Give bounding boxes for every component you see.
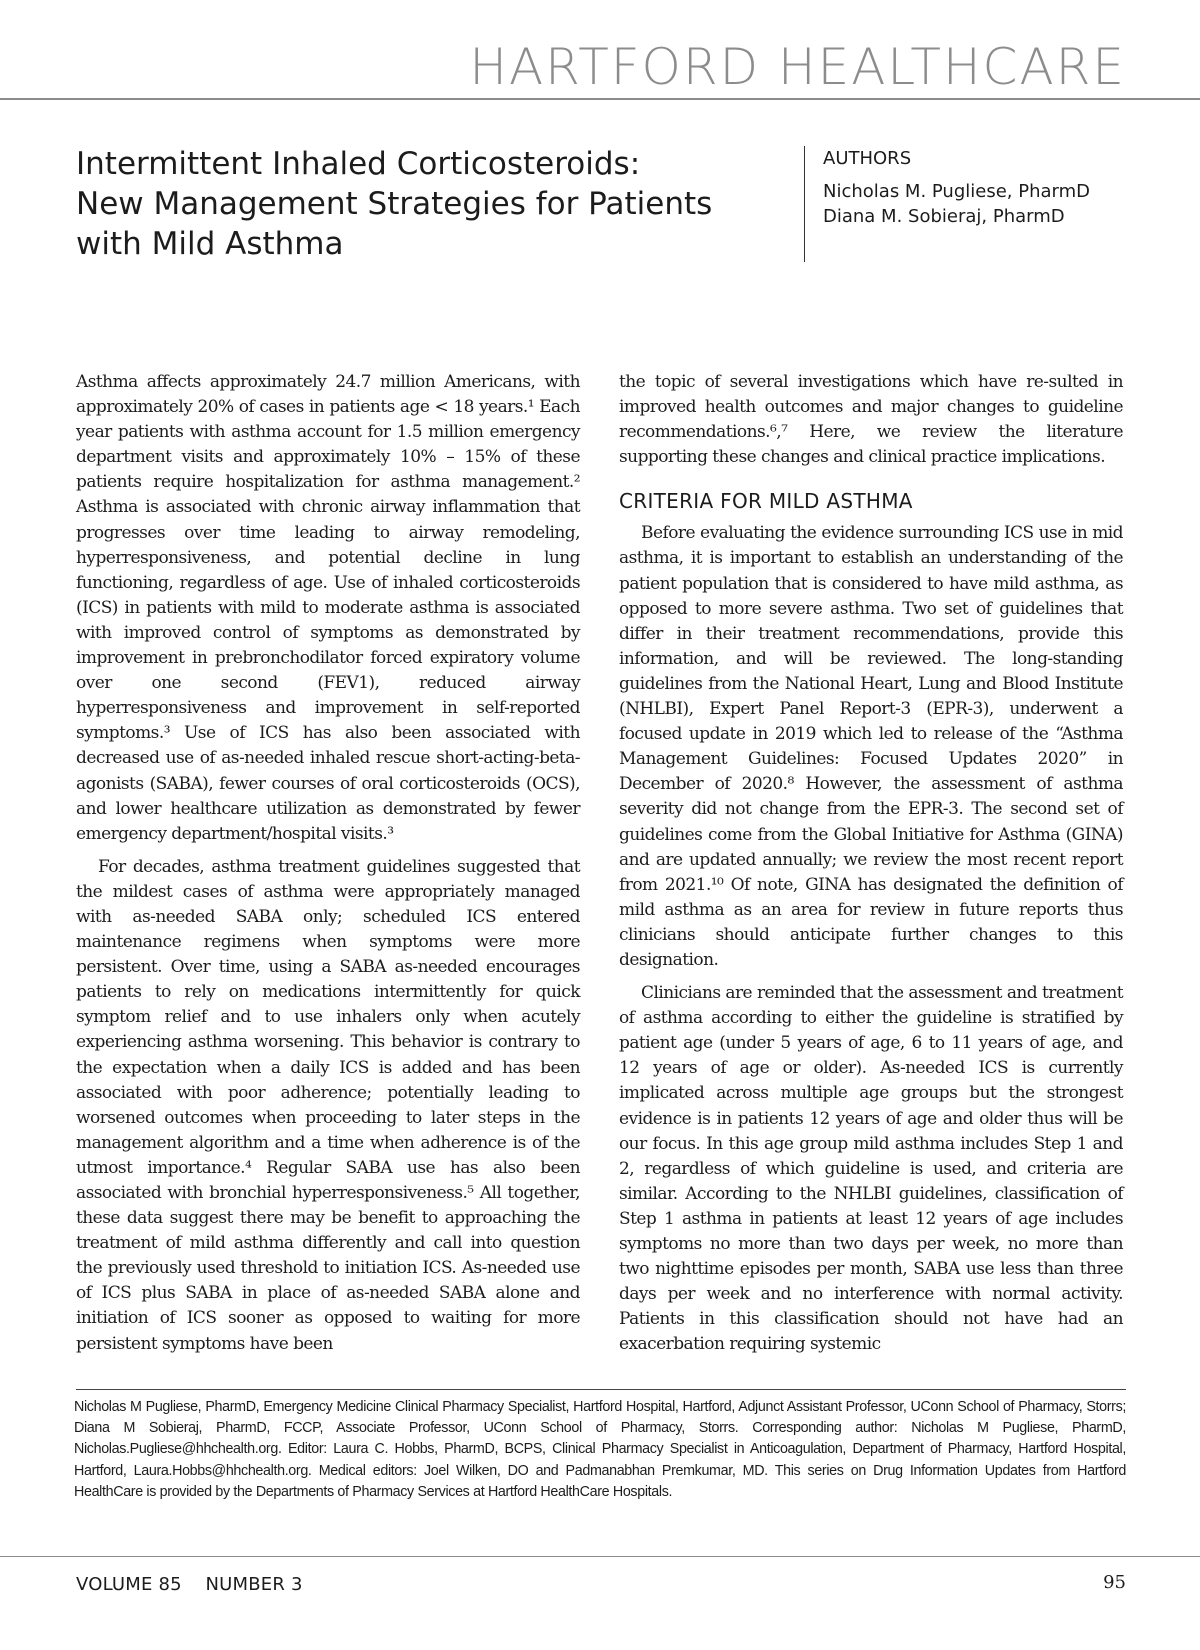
paragraph: Clinicians are reminded that the assessment and treatment of asthma according to either the guideline is stratified by patient age (under 5 years of age, 6 to 11 years of age, and 12 years of age or older). As-needed ICS is currently implicated across multiple age groups but the strongest evidence is in patients 12 years of age and older thus will be our focus. In this age group mild asthma includes Step 1 and 2, regardless of which guideline is used, and criteria are similar. According to the NHLBI guidelines, classification of Step 1 asthma in patients at least 12 years of age includes symptoms no more than two days per week, no more than two nighttime episodes per month, SABA use less than three days per week and no interference with normal activity. Patients in this classification should not have had an exacerbation requiring systemic <box>619 983 1123 1355</box>
footer-rule <box>0 1556 1200 1557</box>
authors-heading: AUTHORS <box>823 148 912 169</box>
title-line-3: with Mild Asthma <box>76 226 344 262</box>
article-title <box>76 144 736 264</box>
author-name: Nicholas M. Pugliese, PharmD <box>823 181 1091 202</box>
journal-brand: HARTFORD HEALTHCARE <box>469 38 1126 96</box>
title-line-2: New Management Strategies for Patients <box>76 186 713 222</box>
paragraph: For decades, asthma treatment guidelines suggested that the mildest cases of asthma were appropriately managed with as-needed SABA only; scheduled ICS entered maintenance regimens when symptoms were more persistent. Over time, using a SABA as-needed encourages patients to rely on medications intermittently for quick symptom relief and to use inhalers only when acutely experiencing asthma worsening. This behavior is contrary to the expectation when a daily ICS is added and has been associated with poor adherence; potentially leading to worsened outcomes when proceeding to later steps in the management algorithm and a time when adherence is of the utmost importance.⁴ Regular SABA use has also been associated with bronchial hyperresponsiveness.⁵ All together, these data suggest there may be benefit to approaching the treatment of mild asthma differently and call into question the previously used threshold to initiation ICS. As-needed use of ICS plus SABA in place of as-needed SABA alone and initiation of ICS sooner as opposed to waiting for more persistent symptoms have been <box>76 856 580 1354</box>
paragraph: the topic of several investigations which have re-sulted in improved health outcomes and major changes to guideline recommendations.⁶,⁷ Here, we review the literature supporting these changes and clinical practice implications. <box>619 372 1123 468</box>
paragraph: Asthma affects approximately 24.7 million Americans, with approximately 20% of cases in patients age < 18 years.¹ Each year patients with asthma account for 1.5 million emergency department visits and approximately 10% – 15% of these patients require hospitalization for asthma management.² Asthma is associated with chronic airway inflammation that progresses over time leading to airway remodeling, hyperresponsiveness, and potential decline in lung functioning, regardless of age. Use of inhaled corticosteroids (ICS) in patients with mild to moderate asthma is associated with improved control of symptoms as demonstrated by improvement in prebronchodilator forced expiratory volume over one second (FEV1), reduced airway hyperresponsiveness and improvement in self-reported symptoms.³ Use of ICS has also been associated with decreased use of as-needed inhaled rescue short-acting-beta-agonists (SABA), fewer courses of oral corticosteroids (OCS), and lower healthcare utilization as demonstrated by fewer emergency department/hospital visits.³ <box>76 372 580 844</box>
volume-number <box>76 1574 303 1595</box>
body-column-right <box>619 370 1123 1365</box>
footnote-rule <box>76 1389 1126 1390</box>
header-rule <box>0 98 1200 100</box>
paragraph: Before evaluating the evidence surrounding ICS use in mid asthma, it is important to establish an understanding of the patient population that is considered to have mild asthma, as opposed to more severe asthma. Two set of guidelines that differ in their treatment recommendations, provide this information, and will be reviewed. The long-standing guidelines from the National Heart, Lung and Blood Institute (NHLBI), Expert Panel Report-3 (EPR-3), underwent a focused update in 2019 which led to release of the “Asthma Management Guidelines: Focused Updates 2020” in December of 2020.⁸ However, the assessment of asthma severity did not change from the EPR-3. The second set of guidelines come from the Global Initiative for Asthma (GINA) and are updated annually; we review the most recent report from 2021.¹⁰ Of note, GINA has designated the definition of mild asthma as an area for review in future reports thus clinicians should anticipate further changes to this designation. <box>619 523 1123 970</box>
title-line-1: Intermittent Inhaled Corticosteroids: <box>76 146 641 182</box>
body-column-left <box>76 370 580 1365</box>
authors-box <box>804 146 1090 262</box>
author-footnote: Nicholas M Pugliese, PharmD, Emergency Medicine Clinical Pharmacy Specialist, Hartford Hospital, Hartford, Adjunct Assistant Professor, UConn School of Pharmacy, Storrs; Diana M Sobieraj, PharmD, FCCP, Associate Professor, UConn School of Pharmacy, Storrs. Corresponding author: Nicholas M Pugliese, PharmD, Nicholas.Pugliese@hhchealth.org. Editor: Laura C. Hobbs, PharmD, BCPS, Clinical Pharmacy Specialist in Anticoagulation, Department of Pharmacy, Hartford Hospital, Hartford, Laura.Hobbs@hhchealth.org. Medical editors: Joel Wilken, DO and Padmanabhan Premkumar, MD. This series on Drug Information Updates from Hartford HealthCare is provided by the Departments of Pharmacy Services at Hartford HealthCare Hospitals. <box>74 1399 1126 1500</box>
author-name: Diana M. Sobieraj, PharmD <box>823 206 1065 227</box>
volume-text: VOLUME 85 NUMBER 3 <box>76 1574 303 1595</box>
section-heading: CRITERIA FOR MILD ASTHMA <box>619 489 913 514</box>
page-number: 95 <box>1103 1572 1126 1593</box>
